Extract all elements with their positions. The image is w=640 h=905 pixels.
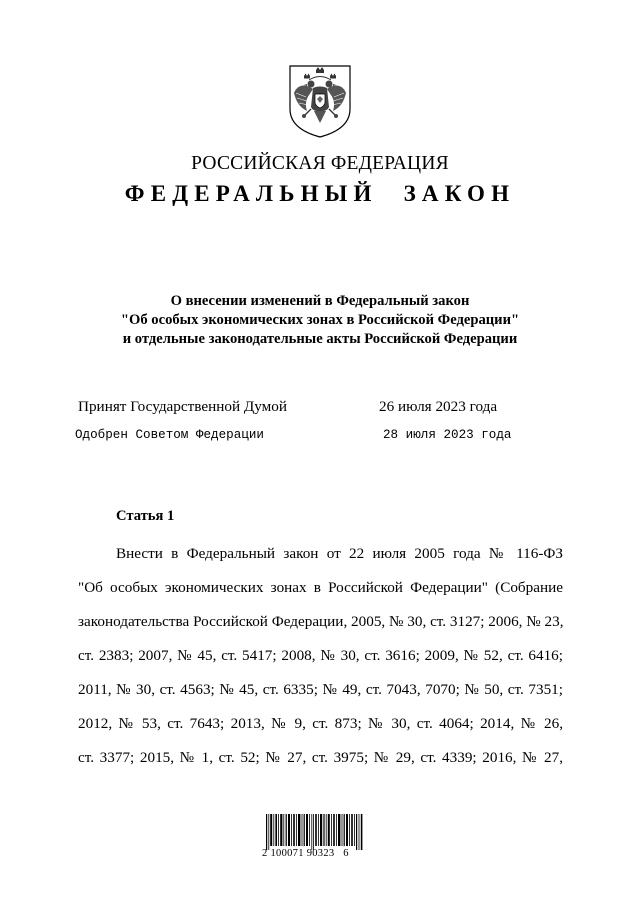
law-subject-line: О внесении изменений в Федеральный закон bbox=[170, 293, 470, 309]
article-text-line: ст. 3377; 2015, № 1, ст. 52; № 27, ст. 3975; № 29, ст. 4339; 2016, № 27, bbox=[78, 749, 563, 766]
adopted-date: 26 июля 2023 года bbox=[379, 398, 498, 415]
law-subject bbox=[0, 292, 640, 349]
article-text-line: "Об особых экономических зонах в Российской Федерации" (Собрание bbox=[78, 579, 563, 596]
approved-date: 28 июля 2023 года bbox=[383, 428, 512, 442]
article-text-line: законодательства Российской Федерации, 2005, № 30, ст. 3127; 2006, № 23, bbox=[78, 613, 564, 630]
law-subject-line: "Об особых экономических зонах в Российской Федерации" bbox=[120, 312, 520, 328]
barcode-number: 2 100071 90323 6 bbox=[262, 848, 349, 859]
law-subject-line: и отдельные законодательные акты Российской Федерации bbox=[122, 331, 518, 347]
law-type-title: ФЕДЕРАЛЬНЫЙ ЗАКОН bbox=[124, 181, 516, 206]
article-text-line: 2012, № 53, ст. 7643; 2013, № 9, ст. 873; № 30, ст. 4064; 2014, № 26, bbox=[78, 715, 563, 732]
country-name: РОССИЙСКАЯ ФЕДЕРАЦИЯ bbox=[191, 153, 449, 174]
article-text-line: ст. 2383; 2007, № 45, ст. 5417; 2008, № 30, ст. 3616; 2009, № 52, ст. 6416; bbox=[78, 647, 563, 664]
article-heading: Статья 1 bbox=[116, 508, 175, 524]
adopted-by-label: Принят Государственной Думой bbox=[78, 398, 287, 415]
article-text-line: Внести в Федеральный закон от 22 июля 2005 года № 116-ФЗ bbox=[116, 545, 563, 562]
coat-of-arms-icon bbox=[287, 63, 353, 139]
article-text-line: 2011, № 30, ст. 4563; № 45, ст. 6335; № 49, ст. 7043, 7070; № 50, ст. 7351; bbox=[78, 681, 563, 698]
barcode-icon bbox=[266, 814, 364, 850]
approved-by-label: Одобрен Советом Федерации bbox=[75, 428, 264, 442]
